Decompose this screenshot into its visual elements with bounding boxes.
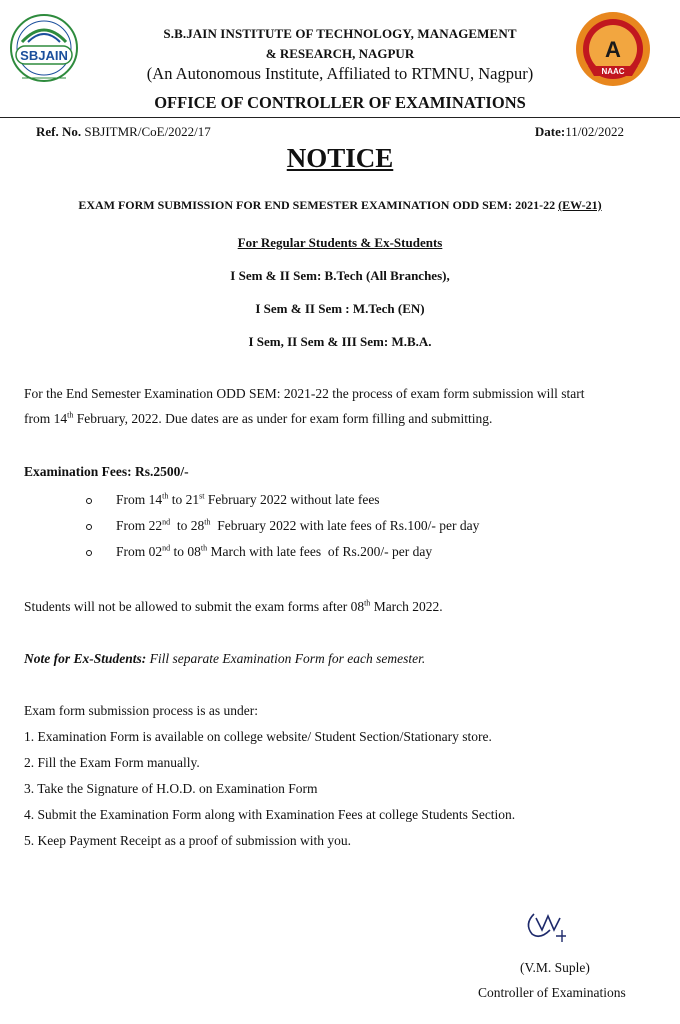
reference-number: [36, 124, 211, 140]
affiliation-line: (An Autonomous Institute, Affiliated to RTMNU, Nagpur): [146, 64, 534, 83]
naac-grade: A: [605, 37, 621, 62]
office-title: OFFICE OF CONTROLLER OF EXAMINATIONS: [154, 93, 526, 112]
notice-title: NOTICE: [286, 143, 394, 173]
course-line: I Sem & II Sem : M.Tech (EN): [255, 301, 425, 316]
logo-text: SBJAIN: [20, 48, 68, 63]
institute-name-line1: S.B.JAIN INSTITUTE OF TECHNOLOGY, MANAGEMENT: [163, 26, 517, 41]
process-step: 3. Take the Signature of H.O.D. on Examination Form: [24, 781, 318, 796]
audience-heading: For Regular Students & Ex-Students: [237, 235, 443, 250]
notice-date: [535, 124, 624, 140]
subject-code: (EW-21): [558, 198, 602, 212]
process-step: 1. Examination Form is available on college website/ Student Section/Stationary store.: [24, 729, 492, 744]
process-heading: Exam form submission process is as under:: [24, 703, 258, 718]
intro-line-1: For the End Semester Examination ODD SEM: 2021-22 the process of exam form submission will start: [24, 386, 585, 401]
institute-name-line2: & RESEARCH, NAGPUR: [265, 46, 415, 61]
signatory-name: (V.M. Suple): [520, 960, 590, 975]
naac-label: NAAC: [601, 67, 625, 76]
subject-main: EXAM FORM SUBMISSION FOR END SEMESTER EXAMINATION ODD SEM: 2021-22: [78, 198, 556, 212]
ref-value: SBJITMR/CoE/2022/17: [84, 124, 211, 139]
intro-line-2: from 14th February, 2022. Due dates are as under for exam form filling and submitting.: [24, 410, 493, 426]
bullet-icon: [86, 498, 92, 504]
bullet-icon: [86, 524, 92, 530]
process-step: 4. Submit the Examination Form along with Examination Fees at college Students Section.: [24, 807, 516, 822]
notice-subject: [0, 198, 680, 213]
fees-label: Examination Fees: Rs.2500/-: [24, 464, 189, 479]
header-divider: [0, 117, 680, 118]
course-line: I Sem & II Sem: B.Tech (All Branches),: [230, 268, 450, 283]
intro-paragraph: [24, 381, 664, 431]
deadline-statement: Students will not be allowed to submit the exam forms after 08th March 2022.: [24, 598, 443, 614]
note-label: Note for Ex-Students:: [24, 651, 147, 666]
note-text: Fill separate Examination Form for each semester.: [146, 651, 426, 666]
date-value: 11/02/2022: [565, 124, 624, 139]
bullet-icon: [86, 550, 92, 556]
process-step: 5. Keep Payment Receipt as a proof of submission with you.: [24, 833, 351, 848]
date-label: Date:: [534, 124, 566, 139]
process-step: 2. Fill the Exam Form manually.: [24, 755, 200, 770]
course-line: I Sem, II Sem & III Sem: M.B.A.: [248, 334, 432, 349]
ex-student-note: [24, 646, 664, 671]
signatory-title: Controller of Examinations: [478, 985, 626, 1000]
ref-label: Ref. No.: [36, 124, 82, 139]
handwritten-signature: [520, 900, 576, 946]
